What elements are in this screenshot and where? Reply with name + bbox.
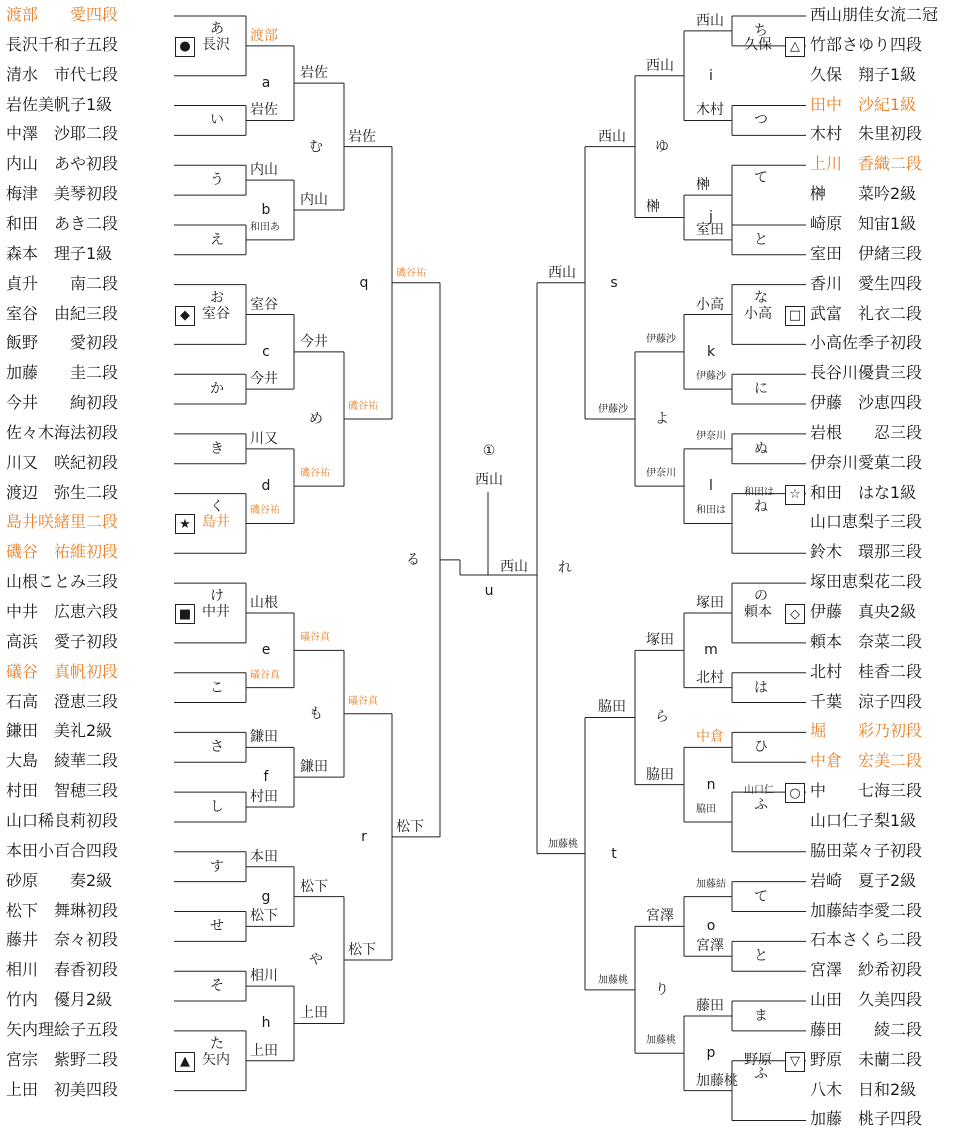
match-code-label: う	[210, 172, 224, 189]
player-name-right: 山口仁子梨1級	[810, 810, 917, 830]
match-code-label: お	[210, 289, 224, 306]
match-code-label: ふ	[754, 1065, 768, 1082]
winner-name: 宮澤	[696, 938, 724, 955]
match-code-label: れ	[558, 560, 572, 577]
winner-name: 上田	[300, 1005, 328, 1022]
match-code-label: k	[706, 343, 716, 360]
player-name-left: 島井咲緒里二段	[6, 512, 119, 532]
winner-name: 礒谷真	[250, 669, 280, 681]
winner-name: 中井	[202, 604, 230, 620]
player-name-right: 頼本 奈菜二段	[810, 631, 923, 651]
winner-name: 松下	[348, 942, 376, 958]
player-name-right: 久保 翔子1級	[810, 64, 917, 84]
winner-name: 和田あ	[250, 221, 280, 233]
player-name-left: 長沢千和子五段	[6, 34, 119, 54]
player-name-left: 森本 理子1級	[6, 243, 113, 263]
player-name-right: 香川 愛生四段	[810, 273, 923, 293]
winner-name: 西山	[598, 128, 626, 145]
match-code-label: あ	[210, 21, 224, 37]
match-code-label: り	[655, 981, 669, 998]
player-name-right: 中 七海三段	[810, 781, 923, 801]
match-code-label: の	[754, 588, 768, 605]
player-name-left: 飯野 愛初段	[6, 333, 119, 353]
winner-name: 和田は	[744, 486, 774, 498]
match-code-label: と	[754, 948, 768, 965]
player-name-right: 藤田 綾二段	[810, 1019, 923, 1039]
player-name-right: 伊藤 沙恵四段	[810, 393, 923, 413]
seed-mark-icon: ◆	[175, 306, 195, 326]
winner-name: 木村	[696, 102, 724, 119]
winner-name: 脇田	[598, 699, 626, 716]
player-name-right: 石本さくら二段	[810, 930, 923, 950]
winner-name: 伊奈川	[646, 468, 676, 480]
player-name-left: 矢内理絵子五段	[6, 1019, 119, 1039]
match-code-label: に	[754, 381, 768, 398]
match-code-label: e	[261, 642, 271, 659]
winner-name: 室田	[696, 221, 724, 238]
winner-name: 伊藤沙	[598, 403, 628, 415]
winner-name: 島井	[202, 514, 230, 531]
match-code-label: j	[709, 209, 713, 226]
match-code-label: u	[484, 583, 494, 599]
winner-name: 伊奈川	[696, 430, 726, 442]
winner-name: 北村	[696, 669, 724, 686]
player-name-left: 清水 市代七段	[6, 64, 119, 84]
winner-name: 山根	[250, 595, 278, 611]
match-code-label: ゆ	[655, 138, 669, 155]
player-name-left: 和田 あき二段	[6, 213, 119, 233]
match-code-label: る	[406, 551, 420, 568]
player-name-left: 上田 初美四段	[6, 1079, 119, 1099]
player-name-left: 中井 広恵六段	[6, 602, 119, 621]
player-name-right: 崎原 知宙1級	[810, 213, 917, 233]
match-code-label: r	[361, 828, 367, 845]
winner-name: 宮澤	[646, 908, 674, 925]
player-name-right: 武富 礼衣二段	[810, 303, 923, 323]
match-code-label: ね	[754, 498, 768, 515]
match-code-label: m	[704, 642, 718, 659]
player-name-left: 藤井 奈々初段	[6, 930, 119, 950]
player-name-right: 野原 未蘭二段	[810, 1049, 923, 1069]
winner-name: 礒谷真	[300, 632, 330, 644]
winner-name: 久保	[744, 36, 772, 53]
match-code-label: s	[610, 274, 618, 291]
match-code-label: よ	[655, 410, 669, 427]
winner-name: 内山	[300, 192, 328, 209]
seed-mark-icon: △	[785, 37, 805, 57]
winner-name: 岩佐	[348, 128, 376, 145]
player-name-left: 川又 咲紀初段	[6, 452, 119, 472]
player-name-left: 佐々木海法初段	[6, 422, 119, 442]
winner-name: 伊藤沙	[696, 371, 726, 383]
match-code-label: f	[263, 769, 269, 786]
match-code-label: h	[261, 1015, 271, 1032]
player-name-right: 田中 沙紀1級	[810, 94, 917, 114]
winner-name: 加藤結	[696, 878, 726, 890]
match-code-label: は	[754, 679, 768, 696]
winner-name: 加藤桃	[646, 1035, 676, 1047]
player-name-right: 山口恵梨子三段	[810, 512, 923, 532]
player-name-right: 伊藤 真央2級	[810, 602, 917, 621]
final-number: ①	[482, 443, 496, 459]
winner-name: 松下	[250, 908, 278, 925]
seed-mark-icon: ◇	[785, 604, 805, 624]
player-name-right: 榊 菜吟2級	[810, 184, 917, 204]
match-code-label: ふ	[754, 797, 768, 814]
match-code-label: と	[754, 231, 768, 248]
match-code-label: て	[754, 888, 768, 905]
match-code-label: け	[210, 588, 224, 605]
match-code-label: め	[309, 410, 323, 427]
winner-name: 松下	[396, 818, 424, 835]
match-code-label: p	[706, 1045, 716, 1062]
winner-name: 岩佐	[250, 102, 278, 119]
player-name-right: 北村 桂香二段	[810, 661, 923, 681]
winner-name: 今井	[250, 371, 278, 388]
match-code-label: ま	[754, 1007, 768, 1024]
player-name-left: 村田 智穂三段	[6, 781, 119, 801]
winner-name: 榊	[696, 177, 710, 194]
match-code-label: o	[706, 918, 716, 935]
winner-name: 今井	[300, 333, 328, 350]
player-name-left: 貞升 南二段	[6, 273, 119, 293]
winner-name: 加藤桃	[548, 838, 578, 850]
player-name-right: 和田 はな1級	[810, 482, 917, 502]
match-code-label: c	[262, 343, 270, 360]
match-code-label: む	[309, 138, 323, 155]
player-name-right: 伊奈川愛菓二段	[810, 452, 923, 472]
player-name-left: 岩佐美帆子1級	[6, 94, 113, 114]
player-name-left: 磯谷 祐維初段	[6, 542, 119, 562]
match-code-label: t	[611, 845, 617, 862]
player-name-right: 竹部さゆり四段	[810, 34, 923, 54]
player-name-right: 長谷川優貴三段	[810, 363, 923, 383]
seed-mark-icon: ☆	[785, 485, 805, 505]
player-name-right: 八木 日和2級	[810, 1079, 917, 1099]
winner-name: 磯谷祐	[250, 505, 280, 517]
player-name-left: 内山 あや初段	[6, 154, 119, 174]
match-code-label: す	[210, 858, 224, 875]
winner-name: 西山	[500, 559, 528, 575]
player-name-left: 今井 絢初段	[6, 393, 119, 413]
match-code-label: き	[210, 440, 224, 457]
match-code-label: そ	[210, 978, 224, 995]
seed-mark-icon: □	[785, 306, 805, 326]
winner-name: 鎌田	[300, 759, 328, 776]
player-name-right: 加藤 桃子四段	[810, 1109, 923, 1129]
winner-name: 本田	[250, 848, 278, 865]
match-code-label: て	[754, 170, 768, 187]
match-code-label: ぬ	[754, 440, 768, 457]
player-name-left: 宮宗 紫野二段	[6, 1049, 119, 1069]
winner-name: 西山	[696, 12, 724, 29]
player-name-left: 大島 綾華二段	[6, 751, 119, 771]
player-name-left: 梅津 美琴初段	[6, 184, 119, 204]
winner-name: 小高	[696, 296, 724, 313]
champion-name: 西山	[475, 472, 503, 488]
winner-name: 矢内	[202, 1051, 230, 1068]
player-name-left: 鎌田 美礼2級	[6, 721, 113, 741]
seed-mark-icon: ●	[175, 37, 195, 57]
player-name-left: 相川 春香初段	[6, 960, 119, 980]
winner-name: 西山	[646, 57, 674, 74]
player-name-left: 山口稀良莉初段	[6, 810, 119, 830]
player-name-left: 室谷 由紀三段	[6, 303, 119, 323]
match-code-label: a	[261, 75, 271, 92]
player-name-right: 宮澤 紗希初段	[810, 960, 923, 980]
player-name-left: 竹内 優月2級	[6, 990, 113, 1010]
winner-name: 室谷	[250, 296, 278, 313]
winner-name: 頼本	[744, 604, 772, 620]
match-code-label: b	[261, 202, 271, 219]
player-name-left: 高浜 愛子初段	[6, 631, 119, 651]
match-code-label: や	[309, 952, 323, 968]
player-name-left: 中澤 沙耶二段	[6, 124, 119, 144]
match-code-label: い	[210, 112, 224, 129]
winner-name: 磯谷祐	[396, 267, 426, 279]
winner-name: 磯谷祐	[300, 468, 330, 480]
winner-name: 小高	[744, 305, 772, 322]
winner-name: 礒谷真	[348, 695, 378, 707]
match-code-label: l	[709, 478, 713, 495]
winner-name: 和田は	[696, 505, 726, 517]
winner-name: 室谷	[202, 305, 230, 322]
player-name-right: 堀 彩乃初段	[810, 721, 923, 741]
player-name-right: 岩崎 夏子2級	[810, 870, 917, 890]
match-code-label: つ	[754, 112, 768, 129]
player-name-right: 鈴木 環那三段	[810, 542, 923, 562]
match-code-label: ら	[655, 709, 669, 726]
winner-name: 山口仁	[744, 785, 774, 797]
player-name-right: 西山朋佳女流二冠	[810, 5, 939, 24]
match-code-label: n	[706, 776, 716, 793]
match-code-label: え	[210, 231, 224, 248]
match-code-label: i	[709, 67, 713, 84]
winner-name: 鎌田	[250, 729, 278, 746]
player-name-right: 脇田菜々子初段	[810, 840, 923, 860]
winner-name: 塚田	[696, 595, 724, 611]
winner-name: 内山	[250, 162, 278, 179]
player-name-right: 塚田恵梨花二段	[810, 572, 923, 592]
player-name-right: 上川 香織二段	[810, 154, 923, 174]
winner-name: 脇田	[646, 766, 674, 783]
winner-name: 渡部	[250, 27, 278, 44]
match-code-label: d	[261, 478, 271, 495]
player-name-right: 小高佐季子初段	[810, 333, 923, 353]
player-name-left: 渡辺 弥生二段	[6, 482, 119, 502]
winner-name: 相川	[250, 968, 278, 985]
player-name-right: 山田 久美四段	[810, 990, 923, 1010]
winner-name: 西山	[548, 264, 576, 281]
seed-mark-icon: ★	[175, 514, 195, 534]
match-code-label: こ	[210, 679, 224, 696]
seed-mark-icon: ○	[785, 783, 805, 803]
player-name-right: 木村 朱里初段	[810, 124, 923, 144]
player-name-left: 砂原 奏2級	[6, 870, 113, 890]
player-name-right: 室田 伊緒三段	[810, 243, 923, 263]
match-code-label: も	[309, 705, 323, 722]
match-code-label: q	[359, 274, 369, 291]
match-code-label: ち	[754, 22, 768, 39]
match-code-label: な	[754, 289, 768, 306]
winner-name: 中倉	[696, 729, 724, 746]
player-name-left: 本田小百合四段	[6, 840, 119, 860]
match-code-label: た	[210, 1035, 224, 1052]
player-name-right: 加藤結李愛二段	[810, 900, 923, 920]
winner-name: 松下	[300, 878, 328, 895]
winner-name: 加藤桃	[696, 1072, 738, 1089]
player-name-left: 松下 舞琳初段	[6, 900, 119, 920]
winner-name: 伊藤沙	[646, 333, 676, 345]
seed-mark-icon: ▽	[785, 1052, 805, 1072]
seed-mark-icon: ■	[175, 604, 195, 624]
match-code-label: く	[210, 498, 224, 515]
match-code-label: し	[210, 799, 224, 816]
winner-name: 塚田	[646, 632, 674, 649]
player-name-left: 礒谷 真帆初段	[6, 661, 119, 681]
winner-name: 村田	[250, 789, 278, 806]
seed-mark-icon: ▲	[175, 1052, 195, 1072]
player-name-right: 岩根 忍三段	[810, 422, 923, 442]
winner-name: 川又	[250, 430, 278, 447]
winner-name: 野原	[744, 1051, 772, 1068]
player-name-left: 加藤 圭二段	[6, 363, 119, 383]
player-name-left: 渡部 愛四段	[6, 5, 119, 24]
player-name-left: 山根ことみ三段	[6, 572, 119, 592]
player-name-left: 石高 澄恵三段	[6, 691, 119, 711]
winner-name: 脇田	[696, 803, 716, 815]
match-code-label: さ	[210, 739, 224, 756]
match-code-label: ひ	[754, 739, 768, 756]
match-code-label: g	[261, 888, 271, 905]
winner-name: 磯谷祐	[348, 400, 378, 412]
match-code-label: か	[210, 381, 224, 398]
winner-name: 長沢	[202, 36, 230, 53]
winner-name: 藤田	[696, 997, 724, 1014]
winner-name: 上田	[250, 1042, 278, 1059]
winner-name: 岩佐	[300, 65, 328, 82]
player-name-right: 中倉 宏美二段	[810, 751, 923, 771]
winner-name: 榊	[646, 199, 660, 216]
match-code-label: せ	[210, 918, 224, 935]
player-name-right: 千葉 涼子四段	[810, 691, 923, 711]
winner-name: 加藤桃	[598, 974, 628, 986]
